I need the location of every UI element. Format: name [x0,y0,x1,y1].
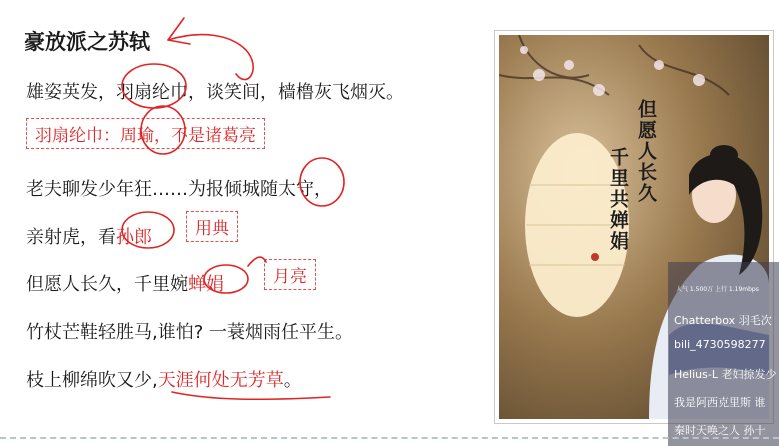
poem-line-4-text: 但愿人长久，千里婉 [26,274,188,295]
note-allusion: 用典 [186,211,238,242]
poem-line-6-end: 。 [283,370,302,391]
poem-line-1: 雄姿英发，羽扇纶巾，谈笑间，樯橹灰飞烟灭。 [26,82,404,103]
chat-message: Chatterbox 羽毛次 [674,314,772,327]
poem-line-3-highlight: 孙郎 [116,227,152,248]
note-moon: 月亮 [264,259,316,290]
poem-line-6-highlight: 天涯何处无芳草 [157,370,284,391]
poem-line-5: 竹杖芒鞋轻胜马,谁怕? 一蓑烟雨任平生。 [26,322,353,343]
chat-message: 我是阿西克里斯 谁 [674,396,766,409]
poem-column-2: 千里共婵娟 [607,147,629,252]
poem-line-2: 老夫聊发少年狂……为报倾城随太守， [26,179,332,200]
chat-message: bili_4730598277 [674,338,766,351]
arrow-head [168,18,190,44]
arrow-stroke [168,35,253,80]
poem-line-3-text: 亲射虎，看 [26,227,116,248]
bottom-divider [0,437,779,439]
live-chat-overlay [668,262,779,446]
poem-line-6-text: 枝上柳绵吹又少, [26,370,158,391]
slide-title: 豪放派之苏轼 [24,30,150,54]
stream-stats: 人气 1.500万 上行 1.19mbps [676,286,759,293]
poem-line-4 [26,270,224,296]
poem-line-6 [26,366,302,392]
note-zhouyu: 羽扇纶巾：周瑜，不是诸葛亮 [26,118,265,149]
poem-line-3 [26,223,152,249]
chat-message: Helius-L 老妇掠发少 [674,368,777,381]
underline-tianya [172,392,330,399]
poem-column-1: 但愿人长久 [635,99,657,204]
poem-line-4-highlight: 蝉娟 [188,274,224,295]
chat-message: 秦时天唤之人 孙十 [674,424,766,437]
